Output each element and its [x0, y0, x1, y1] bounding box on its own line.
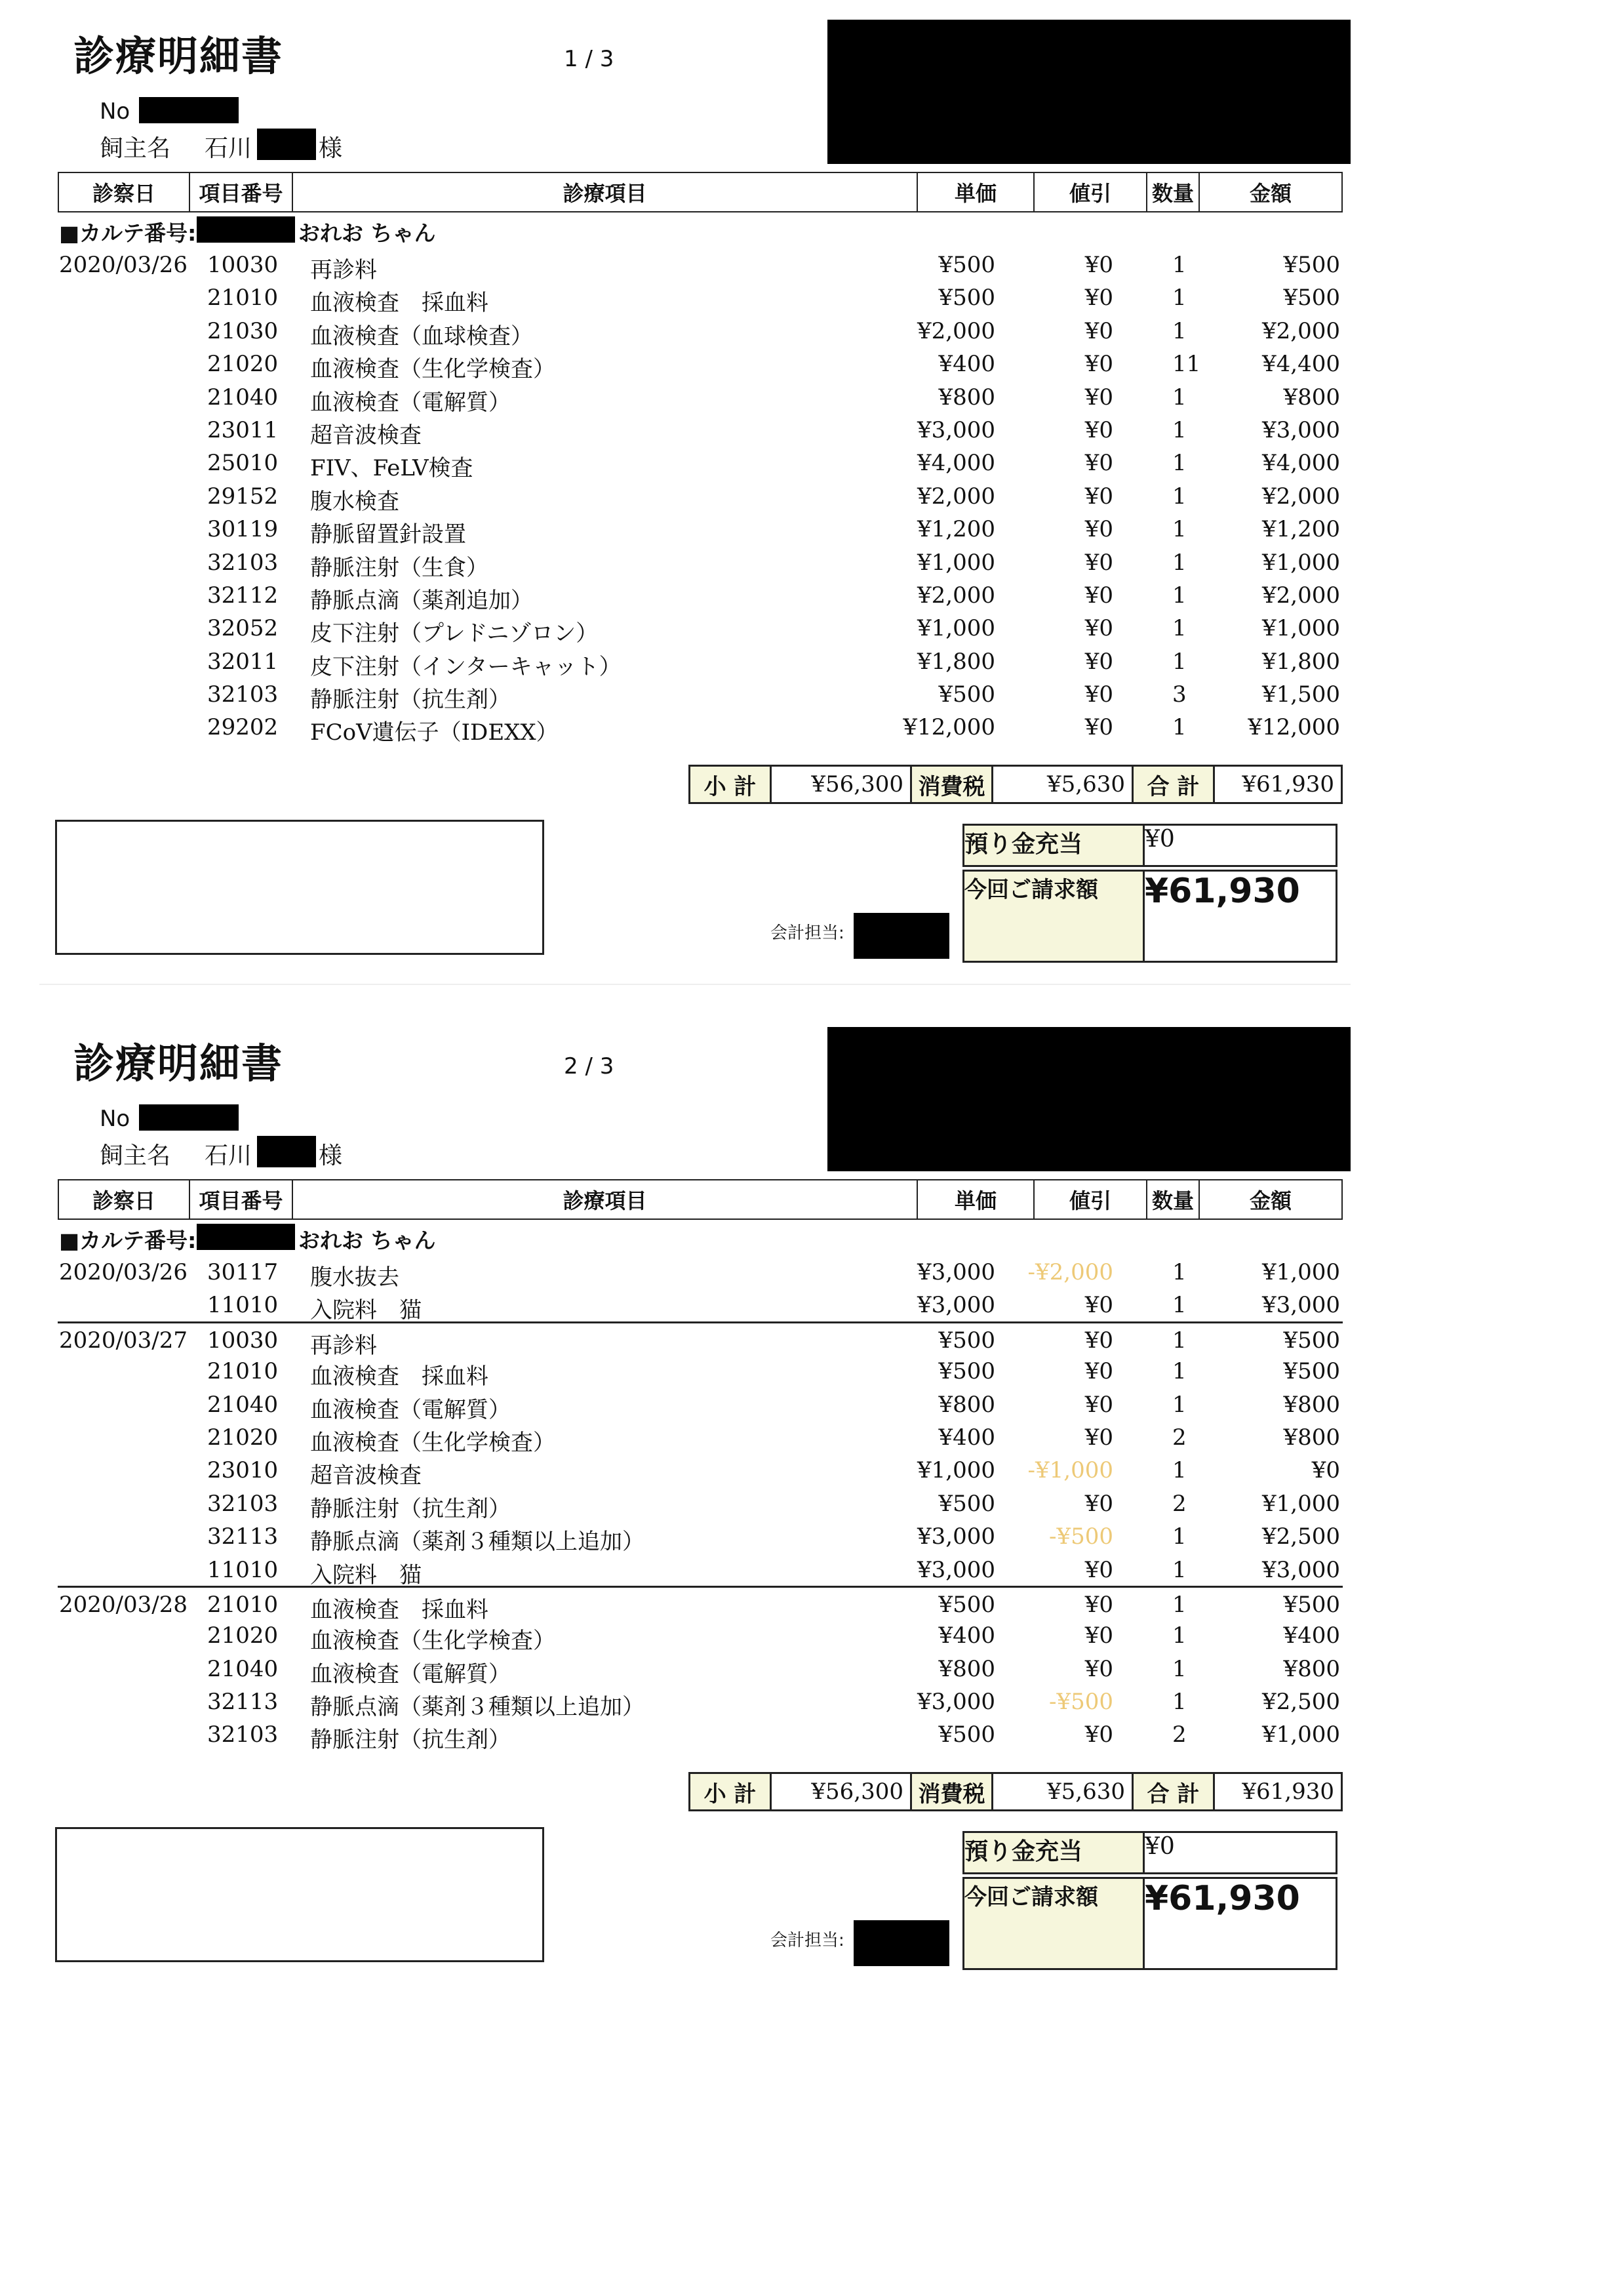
row-price: ¥500: [938, 681, 995, 708]
subtotal-label: 小 計: [690, 767, 772, 802]
row-date: 2020/03/26: [59, 252, 188, 278]
row-item: 皮下注射（インターキャット）: [310, 653, 622, 680]
header-item: 診療項目: [293, 1180, 918, 1218]
table-row: [58, 645, 1343, 680]
row-item: 血液検査（生化学検査）: [310, 1429, 555, 1456]
row-qty: 1: [1172, 1556, 1187, 1583]
table-row: [58, 380, 1343, 416]
row-item: 入院料 猫: [310, 1297, 422, 1324]
row-price: ¥3,000: [917, 416, 995, 443]
row-amount: ¥2,000: [1262, 582, 1340, 609]
owner-surname: 石川: [205, 1142, 252, 1169]
row-price: ¥1,000: [917, 1457, 995, 1484]
row-price: ¥500: [938, 1722, 995, 1748]
table-row: [58, 710, 1343, 746]
row-amount: ¥500: [1283, 1358, 1340, 1385]
clerk-label: 会計担当:: [770, 923, 844, 943]
subtotal-value: ¥56,300: [772, 767, 912, 802]
row-qty: 1: [1172, 252, 1187, 278]
table-row: [58, 611, 1343, 647]
table-row: [58, 1453, 1343, 1489]
row-item: 入院料 猫: [310, 1561, 422, 1588]
row-item: 静脈注射（生食）: [310, 554, 488, 581]
row-price: ¥500: [938, 1358, 995, 1385]
deposit-label: 預り金充当: [964, 1833, 1145, 1872]
row-item: 超音波検査: [310, 1462, 422, 1489]
row-qty: 1: [1172, 1391, 1187, 1418]
row-code: 10030: [207, 252, 279, 278]
table-row: [58, 281, 1343, 317]
row-code: 32103: [207, 1490, 279, 1517]
row-item: 静脈点滴（薬剤追加）: [310, 587, 533, 614]
row-discount: ¥0: [1084, 1424, 1113, 1451]
row-price: ¥400: [938, 1622, 995, 1649]
row-item: FIV、FeLV検査: [310, 455, 473, 482]
row-qty: 1: [1172, 285, 1187, 312]
row-amount: ¥2,500: [1262, 1523, 1340, 1550]
document-title: 診療明細書: [73, 1039, 284, 1087]
row-item: 血液検査（生化学検査）: [310, 356, 555, 383]
row-discount: ¥0: [1084, 1391, 1113, 1418]
row-code: 21010: [207, 285, 279, 312]
table-row: [58, 1652, 1343, 1685]
header-discount: 値引: [1035, 1180, 1147, 1218]
subtotal-value: ¥56,300: [772, 1774, 912, 1809]
page-number: 2 / 3: [564, 1053, 614, 1079]
table-row: [58, 1553, 1343, 1586]
row-discount: ¥0: [1084, 384, 1113, 411]
row-price: ¥500: [938, 252, 995, 278]
header-amount: 金額: [1249, 181, 1292, 206]
row-code: 21020: [207, 351, 279, 378]
header-qty: 数量: [1147, 1180, 1200, 1218]
row-price: ¥2,000: [917, 582, 995, 609]
row-price: ¥800: [938, 1391, 995, 1418]
deposit-value: ¥0: [1145, 826, 1175, 853]
no-label: No: [100, 98, 130, 125]
chart-number-redaction: [197, 216, 295, 243]
row-amount: ¥2,000: [1262, 483, 1340, 510]
row-item: 静脈注射（抗生剤）: [310, 687, 511, 714]
statement-page-1: [0, 0, 1624, 1023]
row-qty: 1: [1172, 648, 1187, 675]
row-amount: ¥0: [1311, 1457, 1340, 1484]
row-code: 32112: [207, 582, 279, 609]
row-code: 21040: [207, 1391, 279, 1418]
row-date: 2020/03/28: [59, 1591, 188, 1618]
header-price: 単価: [918, 173, 1035, 211]
row-item: 血液検査（電解質）: [310, 389, 511, 416]
row-price: ¥500: [938, 285, 995, 312]
row-price: ¥500: [938, 1490, 995, 1517]
table-row: [58, 1718, 1343, 1754]
row-code: 32052: [207, 615, 279, 642]
owner-label: 飼主名: [100, 1142, 171, 1169]
row-discount: ¥0: [1084, 1655, 1113, 1682]
row-discount: ¥0: [1084, 516, 1113, 543]
row-qty: 1: [1172, 582, 1187, 609]
row-discount: -¥1,000: [1027, 1457, 1113, 1484]
tax-value: ¥5,630: [993, 1774, 1134, 1809]
deposit-row: [962, 1831, 1337, 1874]
table-header: [58, 172, 1343, 212]
row-qty: 1: [1172, 1622, 1187, 1649]
row-qty: 1: [1172, 1689, 1187, 1716]
row-qty: 1: [1172, 1259, 1187, 1285]
row-item: 血液検査（電解質）: [310, 1661, 511, 1687]
row-qty: 1: [1172, 615, 1187, 642]
row-code: 29202: [207, 714, 279, 741]
tax-label: 消費税: [912, 1774, 993, 1809]
row-item: 静脈点滴（薬剤３種類以上追加）: [310, 1529, 644, 1556]
row-amount: ¥3,000: [1262, 1292, 1340, 1319]
row-discount: -¥500: [1048, 1689, 1113, 1716]
row-amount: ¥3,000: [1262, 416, 1340, 443]
row-amount: ¥1,000: [1262, 549, 1340, 576]
row-amount: ¥500: [1283, 285, 1340, 312]
clerk-redaction: [854, 913, 949, 959]
billing-label: 今回ご請求額: [964, 872, 1145, 961]
row-price: ¥1,000: [917, 549, 995, 576]
row-item: 腹水抜去: [310, 1264, 399, 1291]
row-code: 23010: [207, 1457, 279, 1484]
row-qty: 1: [1172, 1327, 1187, 1354]
row-amount: ¥1,800: [1262, 648, 1340, 675]
row-price: ¥3,000: [917, 1523, 995, 1550]
row-discount: ¥0: [1084, 450, 1113, 477]
row-amount: ¥1,000: [1262, 1722, 1340, 1748]
row-discount: ¥0: [1084, 351, 1113, 378]
row-amount: ¥1,000: [1262, 1259, 1340, 1285]
chart-number-label: ■カルテ番号:: [59, 220, 197, 246]
row-item: 静脈留置針設置: [310, 521, 466, 548]
table-row: [58, 1487, 1343, 1520]
billing-value: ¥61,930: [1145, 1879, 1300, 1918]
row-code: 32113: [207, 1689, 279, 1716]
header-item: 診療項目: [293, 173, 918, 211]
no-redaction: [139, 1104, 239, 1131]
row-discount: ¥0: [1084, 648, 1113, 675]
row-qty: 1: [1172, 384, 1187, 411]
row-code: 11010: [207, 1556, 279, 1583]
row-amount: ¥2,000: [1262, 317, 1340, 344]
row-price: ¥800: [938, 1655, 995, 1682]
memo-box: [55, 820, 544, 955]
table-row: [58, 1354, 1343, 1390]
row-code: 32103: [207, 549, 279, 576]
header-code: 項目番号: [190, 173, 293, 211]
owner-name-redaction: [257, 1136, 316, 1167]
total-label: 合 計: [1134, 767, 1215, 802]
row-qty: 1: [1172, 1591, 1187, 1618]
row-discount: ¥0: [1084, 1722, 1113, 1748]
row-discount: -¥2,000: [1027, 1259, 1113, 1285]
total-value: ¥61,930: [1242, 771, 1334, 797]
row-discount: ¥0: [1084, 285, 1113, 312]
row-price: ¥500: [938, 1327, 995, 1354]
memo-box: [55, 1827, 544, 1962]
row-discount: ¥0: [1084, 582, 1113, 609]
row-amount: ¥500: [1283, 1327, 1340, 1354]
table-row: [58, 479, 1343, 515]
billing-row: [962, 870, 1337, 963]
row-discount: ¥0: [1084, 317, 1113, 344]
clerk-label: 会計担当:: [770, 1931, 844, 1950]
row-item: 皮下注射（プレドニゾロン）: [310, 620, 599, 647]
row-item: 腹水検査: [310, 488, 399, 515]
row-price: ¥1,000: [917, 615, 995, 642]
row-discount: ¥0: [1084, 714, 1113, 741]
header-date: 診察日: [59, 173, 190, 211]
row-code: 11010: [207, 1292, 279, 1319]
row-qty: 2: [1172, 1424, 1187, 1451]
clerk-redaction: [854, 1920, 949, 1966]
row-amount: ¥1,000: [1262, 615, 1340, 642]
row-price: ¥3,000: [917, 1689, 995, 1716]
row-qty: 1: [1172, 1523, 1187, 1550]
row-code: 21010: [207, 1358, 279, 1385]
row-price: ¥12,000: [903, 714, 995, 741]
row-amount: ¥2,500: [1262, 1689, 1340, 1716]
row-qty: 1: [1172, 317, 1187, 344]
row-date: 2020/03/27: [59, 1327, 188, 1354]
row-qty: 1: [1172, 416, 1187, 443]
chart-number-label: ■カルテ番号:: [59, 1228, 197, 1253]
table-row: [58, 1388, 1343, 1423]
row-amount: ¥800: [1283, 1391, 1340, 1418]
row-amount: ¥800: [1283, 1655, 1340, 1682]
row-amount: ¥4,400: [1262, 351, 1340, 378]
table-row: [58, 578, 1343, 614]
row-price: ¥400: [938, 1424, 995, 1451]
row-qty: 2: [1172, 1722, 1187, 1748]
row-amount: ¥3,000: [1262, 1556, 1340, 1583]
clinic-info-redaction: [827, 20, 1351, 164]
statement-page-2: [0, 1007, 1624, 2030]
row-price: ¥4,000: [917, 450, 995, 477]
owner-honorific: 様: [319, 1142, 343, 1169]
header-qty: 数量: [1147, 173, 1200, 211]
table-row: [58, 1619, 1343, 1655]
table-row: [58, 1685, 1343, 1721]
table-row: [58, 347, 1343, 383]
row-qty: 3: [1172, 681, 1187, 708]
pet-name: おれお ちゃん: [298, 1228, 436, 1253]
table-row: [58, 446, 1343, 482]
row-code: 32011: [207, 648, 279, 675]
table-row: [58, 546, 1343, 581]
table-header: [58, 1179, 1343, 1220]
owner-honorific: 様: [319, 135, 343, 162]
row-amount: ¥1,000: [1262, 1490, 1340, 1517]
row-code: 25010: [207, 450, 279, 477]
row-discount: ¥0: [1084, 416, 1113, 443]
table-row: [58, 1520, 1343, 1556]
header-price: 単価: [918, 1180, 1035, 1218]
row-code: 30117: [207, 1259, 279, 1285]
subtotal-label: 小 計: [690, 1774, 772, 1809]
clinic-info-redaction: [827, 1027, 1351, 1171]
row-code: 32113: [207, 1523, 279, 1550]
row-item: 静脈点滴（薬剤３種類以上追加）: [310, 1694, 644, 1721]
totals-bar: [688, 765, 1343, 804]
row-amount: ¥1,200: [1262, 516, 1340, 543]
row-item: 再診料: [310, 257, 377, 283]
row-code: 21040: [207, 1655, 279, 1682]
row-code: 29152: [207, 483, 279, 510]
row-code: 10030: [207, 1327, 279, 1354]
table-row: [58, 314, 1343, 350]
row-discount: ¥0: [1084, 1292, 1113, 1319]
row-discount: ¥0: [1084, 1556, 1113, 1583]
deposit-row: [962, 824, 1337, 867]
row-amount: ¥400: [1283, 1622, 1340, 1649]
row-discount: ¥0: [1084, 483, 1113, 510]
row-qty: 1: [1172, 450, 1187, 477]
totals-bar: [688, 1772, 1343, 1811]
tax-label: 消費税: [912, 767, 993, 802]
row-item: 血液検査 採血料: [310, 1596, 488, 1623]
table-row: [58, 677, 1343, 714]
owner-name-redaction: [257, 129, 316, 160]
row-item: 血液検査 採血料: [310, 290, 488, 317]
page-divider: [39, 984, 1351, 985]
page-number: 1 / 3: [564, 46, 614, 72]
row-amount: ¥500: [1283, 252, 1340, 278]
row-qty: 1: [1172, 1655, 1187, 1682]
row-discount: ¥0: [1084, 252, 1113, 278]
row-code: 21020: [207, 1622, 279, 1649]
line-items: [58, 248, 1343, 744]
row-discount: ¥0: [1084, 1490, 1113, 1517]
row-code: 32103: [207, 1722, 279, 1748]
row-qty: 11: [1172, 351, 1201, 378]
row-qty: 1: [1172, 483, 1187, 510]
row-price: ¥3,000: [917, 1259, 995, 1285]
row-amount: ¥4,000: [1262, 450, 1340, 477]
owner-surname: 石川: [205, 135, 252, 162]
table-row: [58, 248, 1343, 281]
row-price: ¥2,000: [917, 317, 995, 344]
row-price: ¥800: [938, 384, 995, 411]
row-discount: ¥0: [1084, 681, 1113, 708]
table-row: [58, 1586, 1343, 1623]
no-label: No: [100, 1106, 130, 1132]
row-qty: 1: [1172, 1457, 1187, 1484]
row-code: 23011: [207, 416, 279, 443]
row-amount: ¥500: [1283, 1591, 1340, 1618]
owner-label: 飼主名: [100, 135, 171, 162]
row-item: 血液検査（血球検査）: [310, 323, 533, 350]
header-amount: 金額: [1249, 1188, 1292, 1213]
row-code: 21040: [207, 384, 279, 411]
table-row: [58, 413, 1343, 449]
row-code: 21010: [207, 1591, 279, 1618]
row-price: ¥1,200: [917, 516, 995, 543]
row-discount: -¥500: [1048, 1523, 1113, 1550]
table-row: [58, 1321, 1343, 1359]
tax-value: ¥5,630: [993, 767, 1134, 802]
header-date: 診察日: [59, 1180, 190, 1218]
row-item: 血液検査（電解質）: [310, 1396, 511, 1423]
table-row: [58, 1288, 1343, 1324]
row-qty: 1: [1172, 714, 1187, 741]
row-qty: 1: [1172, 1358, 1187, 1385]
row-item: 超音波検査: [310, 422, 422, 449]
row-amount: ¥800: [1283, 384, 1340, 411]
table-row: [58, 512, 1343, 548]
total-value: ¥61,930: [1242, 1779, 1334, 1805]
billing-label: 今回ご請求額: [964, 1879, 1145, 1968]
row-date: 2020/03/26: [59, 1259, 188, 1285]
row-item: 静脈注射（抗生剤）: [310, 1495, 511, 1522]
table-row: [58, 1420, 1343, 1456]
row-price: ¥3,000: [917, 1556, 995, 1583]
row-price: ¥400: [938, 351, 995, 378]
row-item: 静脈注射（抗生剤）: [310, 1727, 511, 1754]
header-code: 項目番号: [190, 1180, 293, 1218]
row-discount: ¥0: [1084, 549, 1113, 576]
row-amount: ¥800: [1283, 1424, 1340, 1451]
deposit-label: 預り金充当: [964, 826, 1145, 865]
row-code: 21030: [207, 317, 279, 344]
row-code: 32103: [207, 681, 279, 708]
row-discount: ¥0: [1084, 1358, 1113, 1385]
row-price: ¥500: [938, 1591, 995, 1618]
row-price: ¥2,000: [917, 483, 995, 510]
row-discount: ¥0: [1084, 1327, 1113, 1354]
row-price: ¥1,800: [917, 648, 995, 675]
no-redaction: [139, 97, 239, 123]
total-label: 合 計: [1134, 1774, 1215, 1809]
chart-number-redaction: [197, 1224, 295, 1250]
row-qty: 1: [1172, 549, 1187, 576]
table-row: [58, 1255, 1343, 1291]
billing-row: [962, 1877, 1337, 1970]
row-price: ¥3,000: [917, 1292, 995, 1319]
line-items: [58, 1255, 1343, 1754]
row-item: 再診料: [310, 1332, 377, 1359]
row-qty: 2: [1172, 1490, 1187, 1517]
billing-value: ¥61,930: [1145, 872, 1300, 911]
row-code: 30119: [207, 516, 279, 543]
deposit-value: ¥0: [1145, 1833, 1175, 1860]
row-item: FCoV遺伝子（IDEXX）: [310, 719, 559, 746]
header-discount: 値引: [1035, 173, 1147, 211]
row-amount: ¥12,000: [1248, 714, 1340, 741]
row-amount: ¥1,500: [1262, 681, 1340, 708]
row-item: 血液検査 採血料: [310, 1363, 488, 1390]
row-qty: 1: [1172, 516, 1187, 543]
row-qty: 1: [1172, 1292, 1187, 1319]
row-discount: ¥0: [1084, 615, 1113, 642]
document-title: 診療明細書: [73, 32, 284, 80]
row-discount: ¥0: [1084, 1622, 1113, 1649]
row-discount: ¥0: [1084, 1591, 1113, 1618]
row-code: 21020: [207, 1424, 279, 1451]
row-item: 血液検査（生化学検査）: [310, 1628, 555, 1655]
pet-name: おれお ちゃん: [298, 220, 436, 246]
